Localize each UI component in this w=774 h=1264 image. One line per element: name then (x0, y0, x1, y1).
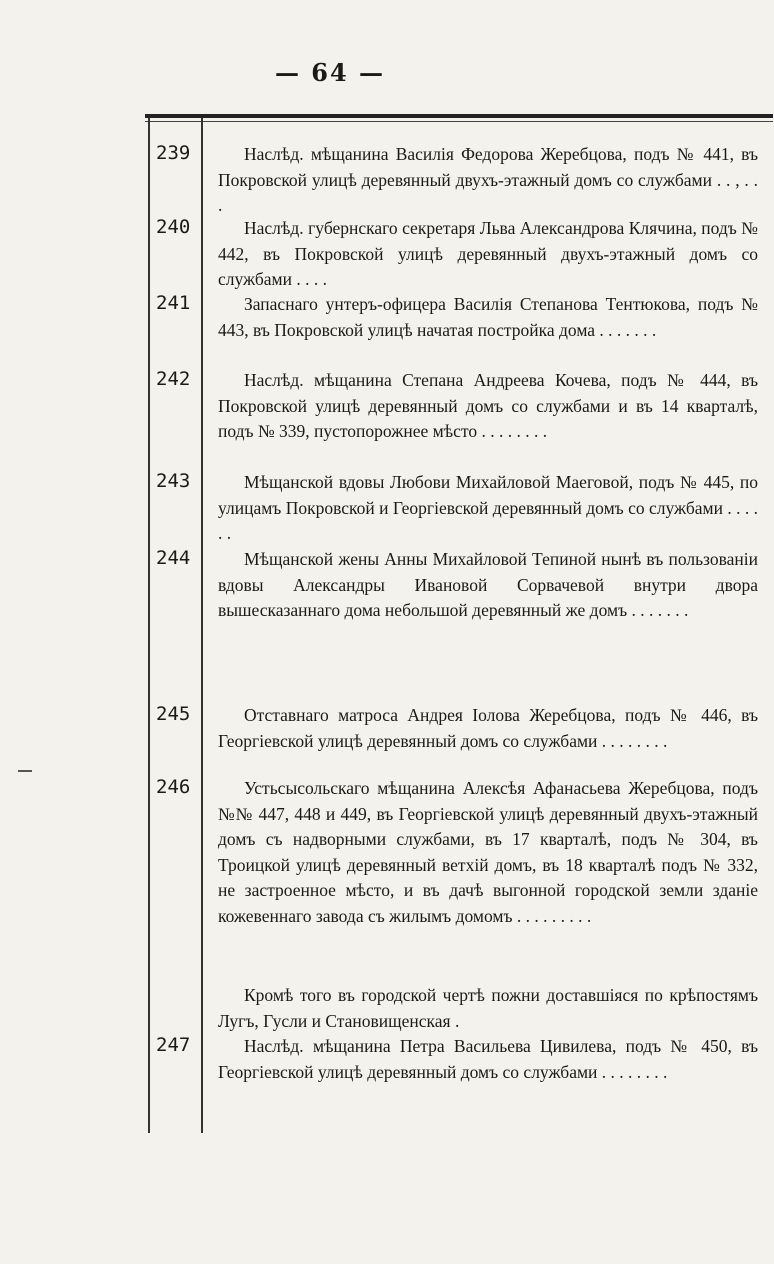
entry-text: Наслѣд. мѣщанина Степана Андреева Кочева, подъ № 444, въ Покровской улицѣ деревянный домъ со службами и въ 14 кварталѣ, подъ № 339, пустопорожнее мѣсто . . . . . . . . (218, 370, 758, 441)
table-top-rule (145, 114, 773, 118)
table-left-border (148, 118, 150, 1133)
entry-number: 240 (156, 216, 191, 238)
entry-text: Отставнаго матроса Андрея Іолова Жеребцова, подъ № 446, въ Георгіевской улицѣ деревянный домъ со службами . . . . . . . . (218, 705, 758, 751)
entry-number: 242 (156, 368, 191, 390)
entry-number: 239 (156, 142, 191, 164)
entry-text: Запаснаго унтеръ-офицера Василія Степанова Тентюкова, подъ № 443, въ Покровской улицѣ начатая постройка дома . . . . . . . (218, 294, 758, 340)
page-number: — 64 — (274, 58, 386, 87)
entry-text: Мѣщанской вдовы Любови Михайловой Маеговой, подъ № 445, по улицамъ Покровской и Георгіевской деревянный домъ со службами . . . . . . (218, 472, 758, 543)
table-top-rule-thin (145, 121, 773, 122)
entry-number: 244 (156, 547, 191, 569)
entry-text: Наслѣд. мѣщанина Василія Федорова Жеребцова, подъ № 441, въ Покровской улицѣ деревянный двухъ-этажный домъ со службами . . , . . . (218, 144, 758, 215)
entry-number: 241 (156, 292, 191, 314)
table-column-divider (201, 118, 203, 1133)
entry-text: Устьсысольскаго мѣщанина Алексѣя Афанасьева Жеребцова, подъ №№ 447, 448 и 449, въ Георгіевской улицѣ деревянный двухъ-этажный домъ съ надворными службами, въ 17 кварталѣ, подъ № 304, въ Троицкой улицѣ деревянный ветхій домъ, въ 18 кварталѣ подъ № 332, не застроенное мѣсто, и въ дачѣ выгонной городской земли зданіе кожевеннаго завода съ жилымъ домомъ . . . . . . . . . (218, 778, 758, 926)
entry-number: 243 (156, 470, 191, 492)
entry-text: Наслѣд. губернскаго секретаря Льва Александрова Клячина, подъ № 442, въ Покровской улицѣ деревянный двухъ-этажный домъ со службами . . . . (218, 218, 758, 289)
entry-text: Наслѣд. мѣщанина Петра Васильева Цивилева, подъ № 450, въ Георгіевской улицѣ деревянный домъ со службами . . . . . . . . (218, 1036, 758, 1082)
margin-mark (18, 770, 32, 772)
entry-number: 246 (156, 776, 191, 798)
entry-text: Кромѣ того въ городской чертѣ пожни доставшіяся по крѣпостямъ Лугъ, Гусли и Становищенская . (218, 985, 758, 1031)
entry-number: 245 (156, 703, 191, 725)
entry-text: Мѣщанской жены Анны Михайловой Тепиной нынѣ въ пользованіи вдовы Александры Ивановой Сорвачевой внутри двора вышесказаннаго дома небольшой деревянный же домъ . . . . . . . (218, 549, 758, 620)
entry-number: 247 (156, 1034, 191, 1056)
